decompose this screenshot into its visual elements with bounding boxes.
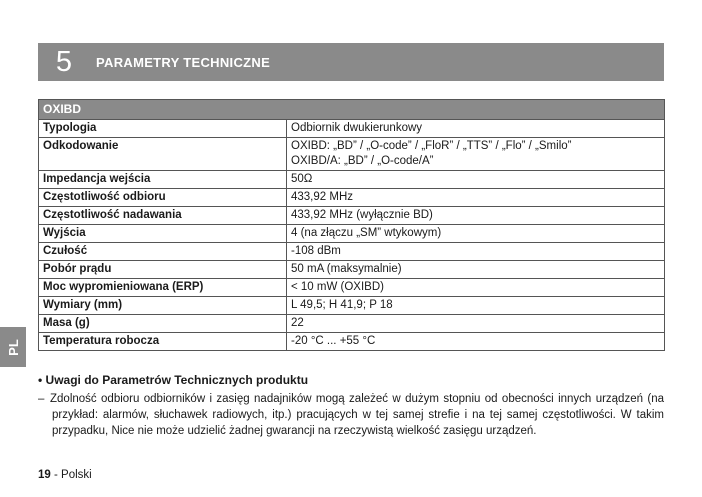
table-row [39,189,664,207]
notes-heading: • Uwagi do Parametrów Technicznych produktu [38,373,309,387]
row-label: Pobór prądu [39,261,287,278]
row-label: Typologia [39,120,287,137]
row-value: 50 mA (maksymalnie) [291,263,402,275]
row-value: 4 (na złączu „SM” wtykowym) [291,227,442,239]
row-value: OXIBD: „BD” / „O-code” / „FloR” / „TTS” / „Flo” / „Smilo” OXIBD/A: „BD” / „O-code/A” [291,140,572,167]
table-row [39,225,664,243]
section-header [38,43,664,81]
section-title: PARAMETRY TECHNICZNE [96,54,271,70]
notes-body: Zdolność odbioru odbiorników i zasięg nadajników mogą zależeć w dużym stopniu od obecności innych urządzeń (na przykład: alarmów, słuchawek radiowych, itp.) pracujących w tej samej strefie i na tej samej częstotliwości. W takim przypadku, Nice nie może udzielić żadnej gwarancji na rzeczywistą wielkość zasięgu urządzeń. [50,393,664,437]
row-value: 433,92 MHz [291,191,354,203]
row-label: Wymiary (mm) [39,297,287,314]
notes-paragraph [38,391,664,439]
page-footer [38,469,92,481]
spec-table [38,99,665,351]
table-row [39,333,664,350]
table-row [39,171,664,189]
row-value: L 49,5; H 41,9; P 18 [291,299,393,311]
table-row [39,279,664,297]
row-label: Odkodowanie [39,138,287,170]
row-label: Częstotliwość nadawania [39,207,287,224]
row-value: -20 °C ... +55 °C [291,335,376,347]
notes-dash: – [38,393,45,405]
row-value: 22 [291,317,304,329]
page-number: 19 [38,469,51,481]
row-label: Częstotliwość odbioru [39,189,287,206]
table-title: OXIBD [39,100,664,120]
table-row [39,138,664,171]
table-row [39,315,664,333]
table-row [39,120,664,138]
row-label: Masa (g) [39,315,287,332]
table-row [39,243,664,261]
language-tab [0,327,26,367]
table-row [39,297,664,315]
footer-language: Polski [61,469,92,481]
row-label: Impedancja wejścia [39,171,287,188]
footer-separator: - [50,469,62,481]
row-label: Czułość [39,243,287,260]
table-row [39,207,664,225]
row-label: Temperatura robocza [39,333,287,350]
row-value: -108 dBm [291,245,341,257]
table-row [39,261,664,279]
row-value: < 10 mW (OXIBD) [291,281,384,293]
row-value: 50Ω [291,173,313,185]
row-label: Wyjścia [39,225,287,242]
row-label: Moc wypromieniowana (ERP) [39,279,287,296]
language-tab-label: PL [5,338,21,356]
row-value: Odbiornik dwukierunkowy [291,122,423,134]
row-value: 433,92 MHz (wyłącznie BD) [291,209,433,221]
section-number: 5 [55,46,73,78]
